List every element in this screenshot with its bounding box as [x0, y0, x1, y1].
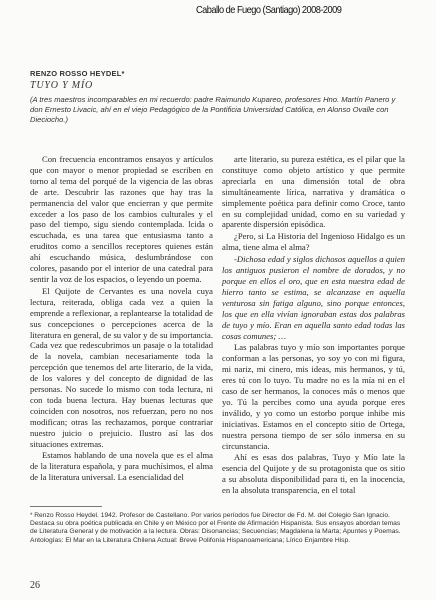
text-column-left — [30, 154, 213, 483]
page-number: 26 — [30, 580, 40, 591]
dedication: (A tres maestros incomparables en mi recuerdo: padre Raimundo Kupareo, profesores Hno. Martín Panero y don Ernesto Livacic, ahí en el viejo Pedagógico de la Pontificia Universidad Católica, en Alonso Ovalle con Dieciocho.) — [30, 95, 396, 125]
quote-paragraph: -Dichosa edad y siglos dichosos aquellos a quien los antiguos pusieron el nombre de dorados, y no porque en ellos el oro, que en esta nuestra edad de hierro tanto se estima, se alcanzase en aquella venturosa sin fatiga alguno, sino porque entonces, los que en ella vivían ignoraban estas dos palabras de tuyo y mío. Eran en aquella santo edad todas las cosas comunes; … — [222, 254, 405, 341]
paragraph: Estamos hablando de una novela que es el alma de la literatura española, y para muchísimos, el alma de la literatura universal. La esencialidad del — [30, 450, 213, 483]
paragraph: arte literario, su pureza estética, es el pilar que la constituye como objeto artístico y que permite apreciarla en una dimensión total de obra simultáneamente lírica, narrativa y dramática o simplemente poética para definir como Croce, tanto en su complejidad unidad, como en su variedad y aparente dispersión episódica. — [222, 154, 405, 230]
footnote-marker: * — [30, 513, 33, 519]
paragraph: Ahí es esas dos palabras, Tuyo y Mío late la esencia del Quijote y de su protagonista que os sitio a su absoluta disponibilidad para ti, en la inocencia, en la absoluta transparencia, en el total — [222, 452, 405, 496]
footnote — [30, 512, 402, 545]
paragraph: Con frecuencia encontramos ensayos y artículos que con mayor o menor propiedad se escriben en torno al tema del porqué de la vigencia de las obras de arte. Descubrir las razones que hay tras la permanencia del valor que encierran y que permite exceder a los paso de los cambios culturales y el paso del tiempo, sigu siendo contemplada. lcida o escuchada, es una tarea que entusiasma tanto a eruditos como a sencillos receptores quienes están ahí escuchando música, deslumbrándose con colores, pasando por el interior de una catedral para sentir la voz de los espacios, o leyendo un poema. — [30, 154, 213, 284]
author-name: RENZO ROSSO HEYDEL* — [30, 69, 125, 78]
article-title: TUYO Y MÍO — [30, 80, 94, 91]
footnote-divider — [30, 506, 102, 507]
paragraph: Las palabras tuyo y mío son importantes porque conforman a las personas, yo soy yo con mi figura, mi nariz, mi cinero, mis ideas, mis hermanos, y tú, eres tú con lo tuyo. Tu madre no es la mía ni en el caso de ser hermanos, la conoces más o menos que yo. Tú la percibes como una ayuda porque eres inválido, y yo como un estorbo porque inhibe mis iniciativas. Estamos en el concepto sitio de Ortega, nuestra persona tiempo de ser sólo inmersa en su circunstancia. — [222, 342, 405, 451]
running-header: Caballo de Fuego (Santiago) 2008-2009 — [196, 4, 342, 16]
paragraph: El Quijote de Cervantes es una novela cuya lectura, reiterada, obliga cada vez a quien la emprende a reflexionar, a replantearse la totalidad de sus concepciones o percepciones acerca de la literatura en general, de su valor y de su importancia. Cada vez que redescubrimos un pasaje o la totalidad de la novela, cambian necesariamente toda la percepción que tenemos del arte literario, de la vida, de los valores y del concepto de dignidad de las personas. No sucede lo mismo con toda lectura, ni con toda buena lectura. Hay buenas lecturas que coinciden con nosotros, nos refuerzan, pero no nos modifican; otras las rechazamos, porque contrariar nuestro juicio o prejuicio. Ilustro así las dos situaciones extremas. — [30, 285, 213, 449]
footnote-text: Renzo Rosso Heydel. 1942. Profesor de Castellano. Por varios períodos fue Director de Fd. M. del Colegio San Ignacio. Destaca su obra poética publicada en Chile y en México por el Frente de Afirmación Hispanista. Sus ensayos abordan temas de Literatura General y de motivación a la lectura. Obras: Disonancias; Secuencias; Magdalena la Marta; Apuntes y Poemas. Antologías: El Mar en la Literatura Chilena Actual: Breve Polifonía Hispanoamericana; Lírico Enjambre Hisp. — [30, 512, 401, 544]
text-column-right — [222, 154, 405, 496]
paragraph: ¿Pero, si La Historia del Ingenioso Hidalgo es un alma, tiene alma el alma? — [222, 231, 405, 253]
